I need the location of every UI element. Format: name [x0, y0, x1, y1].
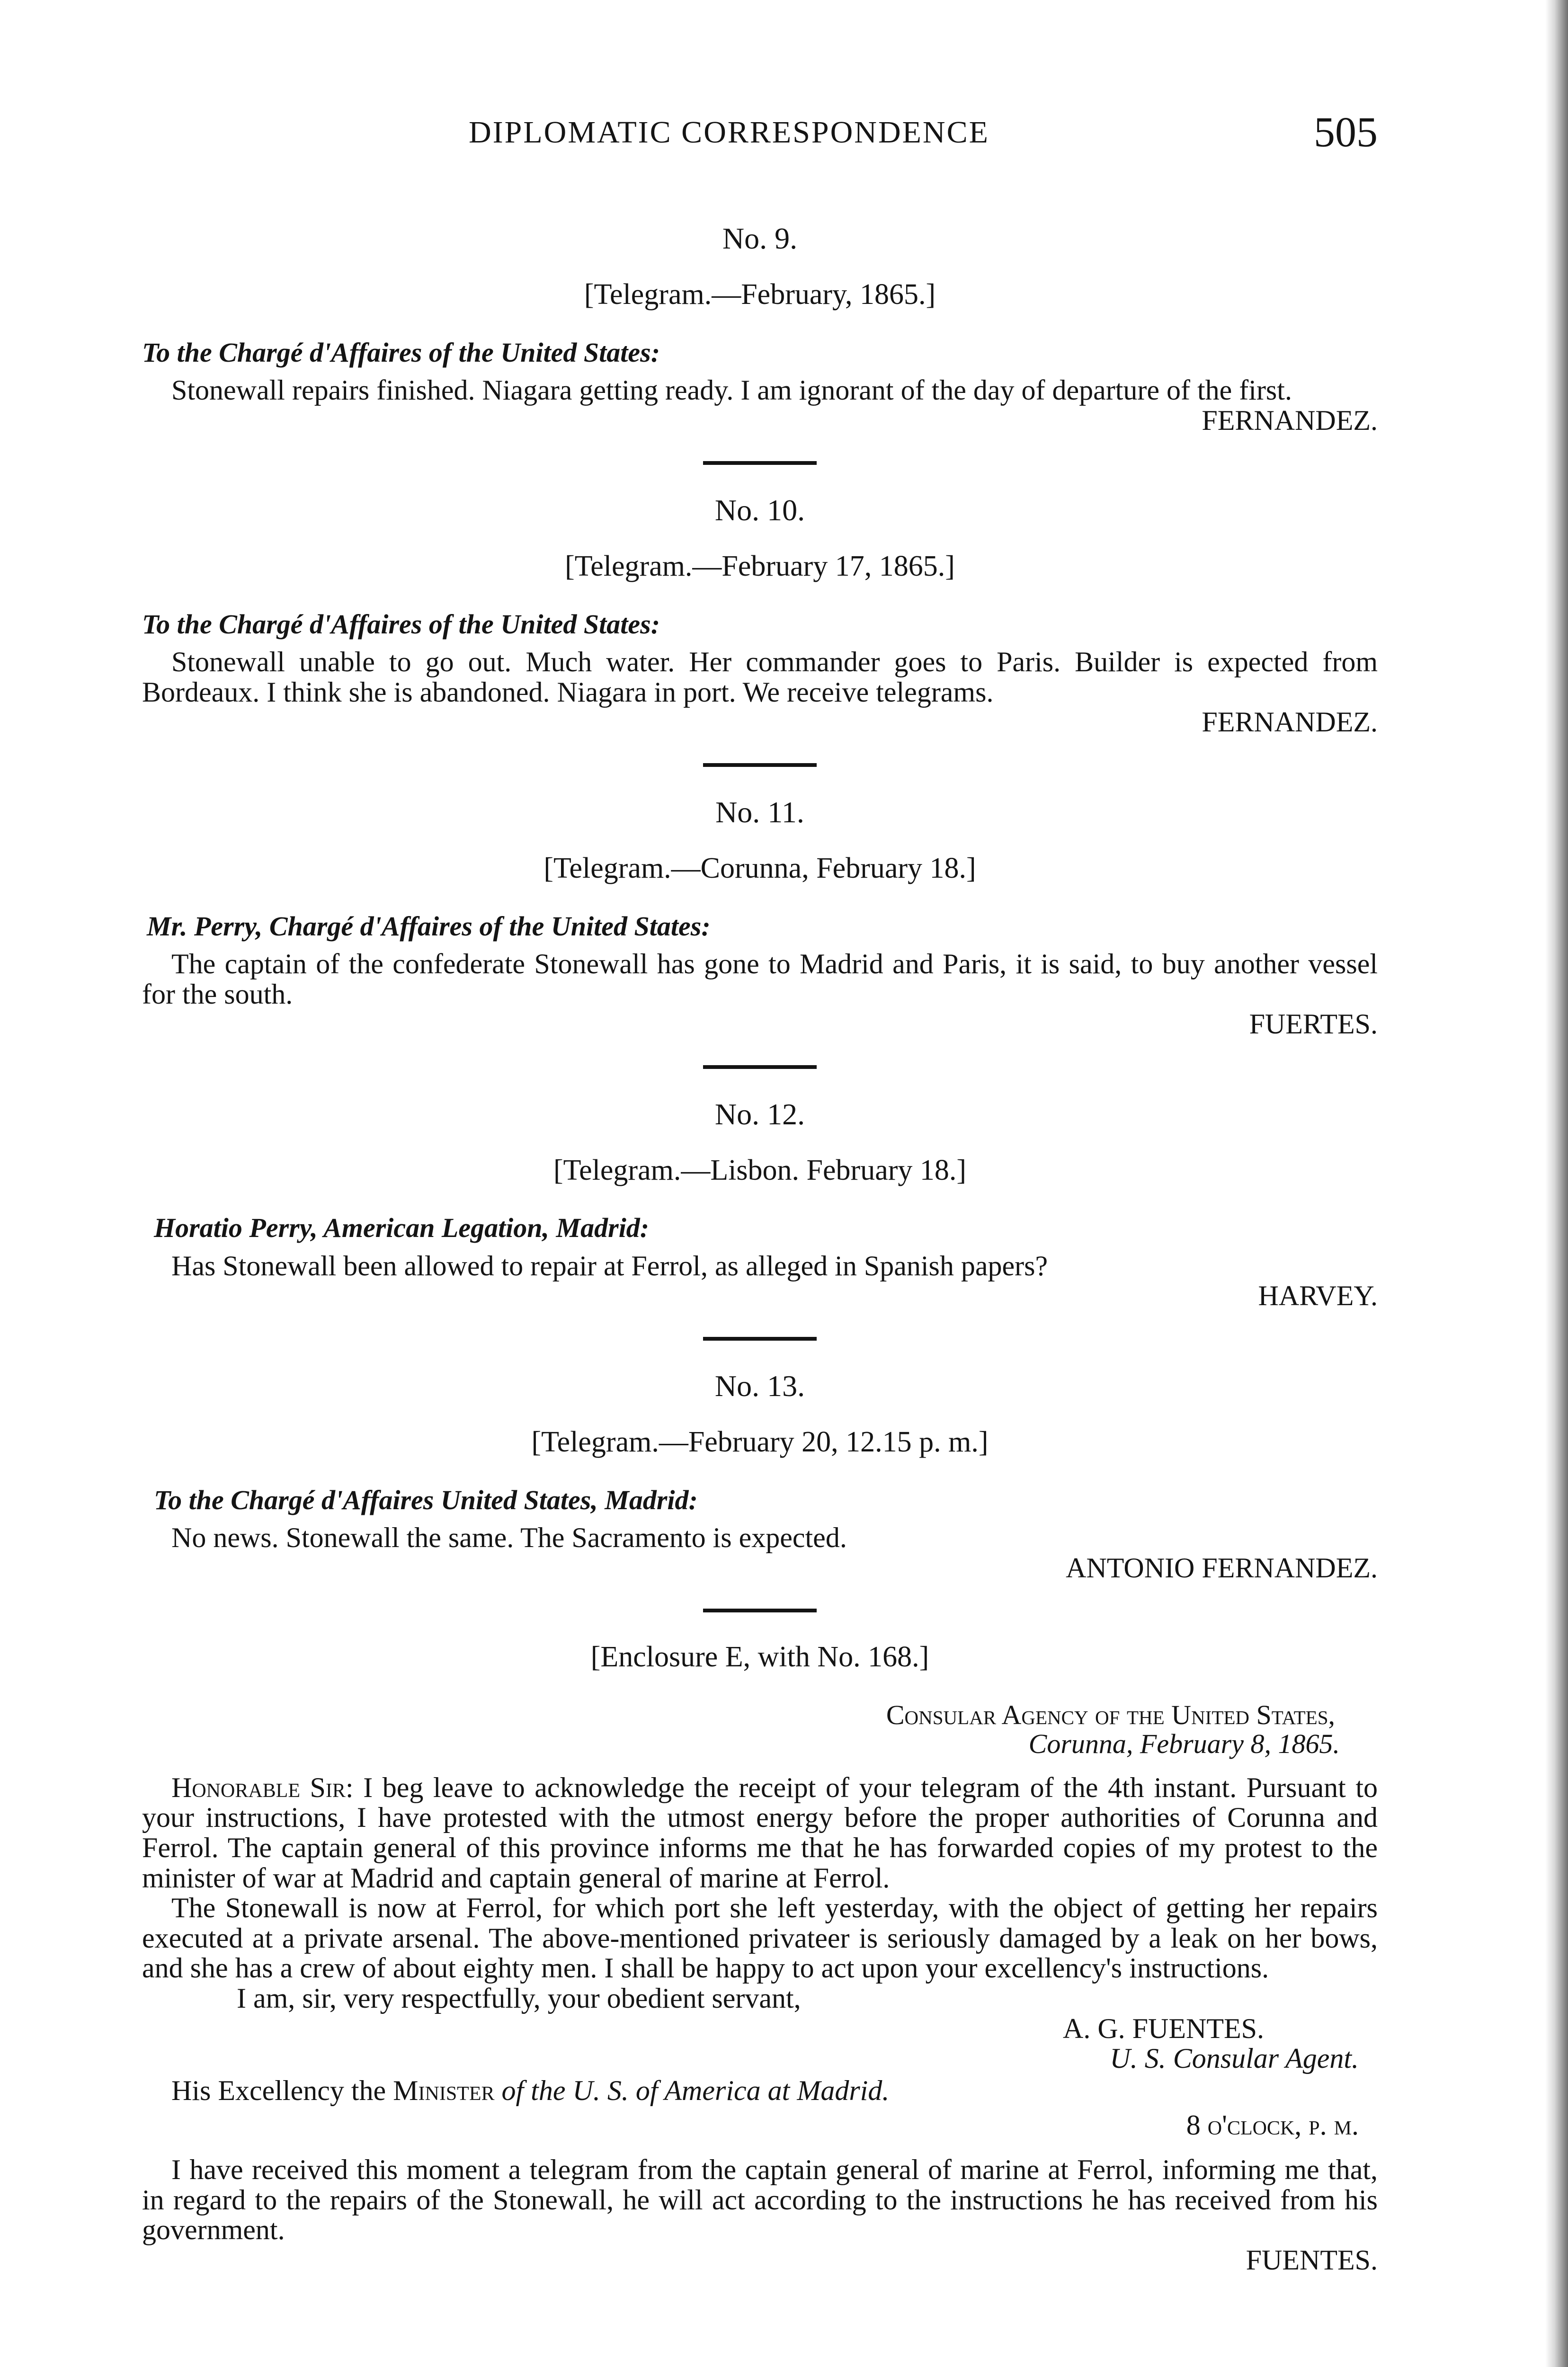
telegram-body: Stonewall repairs finished. Niagara getting ready. I am ignorant of the day of departure of the first.: [171, 374, 1292, 406]
page-body: [142, 222, 1378, 2275]
telegram-number: No. 9.: [722, 222, 798, 255]
telegram-body: No news. Stonewall the same. The Sacramento is expected.: [171, 1522, 847, 1554]
consular-agency-heading: Consular Agency of the United States,: [886, 1699, 1335, 1730]
letter-paragraph: [142, 1773, 1378, 1893]
letter-dateline: Corunna, February 8, 1865.: [1028, 1728, 1340, 1760]
section-rule: [703, 1065, 817, 1069]
telegram-number: No. 11.: [715, 795, 804, 829]
postscript-paragraph: I have received this moment a telegram from the captain general of marine at Ferrol, informing me that, in regard to the repairs of the Stonewall, he will act according to the instructions he has received from his government.: [142, 2153, 1378, 2246]
page-edge-shadow: [1545, 0, 1568, 2367]
letter-salutation: Honorable Sir:: [171, 1771, 354, 1803]
telegram-addressee: To the Chargé d'Affaires United States, Madrid:: [154, 1484, 698, 1515]
telegram-number: No. 12.: [714, 1097, 805, 1131]
telegram-dateline: [Telegram.—Lisbon. February 18.]: [553, 1154, 967, 1186]
recipient-suffix: of the U. S. of America at Madrid.: [501, 2074, 890, 2106]
letter-closing: I am, sir, very respectfully, your obedient servant,: [237, 1983, 801, 2014]
telegram-addressee: Horatio Perry, American Legation, Madrid:: [154, 1212, 650, 1244]
telegram-body: Stonewall unable to go out. Much water. Her commander goes to Paris. Builder is expected from Bordeaux. I think she is abandoned. Niagara in port. We receive telegrams.: [142, 646, 1378, 708]
recipient-prefix: His Excellency the: [171, 2074, 386, 2106]
telegram-signature: FERNANDEZ.: [1202, 404, 1378, 436]
telegram-signature: ANTONIO FERNANDEZ.: [1066, 1552, 1378, 1584]
section-rule: [703, 1609, 817, 1612]
telegram-no-12: [142, 1098, 1378, 1311]
telegram-body: The captain of the confederate Stonewall has gone to Madrid and Paris, it is said, to buy another vessel for the south.: [142, 948, 1378, 1010]
postscript-signature: FUENTES.: [1246, 2244, 1378, 2276]
telegram-addressee: To the Chargé d'Affaires of the United States:: [142, 337, 660, 368]
telegram-dateline: [Telegram.—February 20, 12.15 p. m.]: [531, 1425, 989, 1458]
telegram-dateline: [Telegram.—February 17, 1865.]: [565, 550, 955, 583]
telegram-no-13: [142, 1370, 1378, 1583]
letter-signer-title: U. S. Consular Agent.: [1110, 2043, 1359, 2074]
telegram-addressee: To the Chargé d'Affaires of the United States:: [142, 608, 660, 640]
section-rule: [703, 461, 817, 465]
telegram-signature: FUERTES.: [1249, 1008, 1378, 1040]
telegram-dateline: [Telegram.—February, 1865.]: [584, 278, 936, 311]
postscript-time: 8 o'clock, p. m.: [1186, 2109, 1359, 2141]
page-number: 505: [1314, 109, 1378, 156]
telegram-number: No. 10.: [714, 493, 805, 527]
telegram-addressee: Mr. Perry, Chargé d'Affaires of the United States:: [147, 910, 711, 942]
enclosure-e: [142, 1642, 1378, 2275]
telegram-body: Has Stonewall been allowed to repair at Ferrol, as alleged in Spanish papers?: [171, 1250, 1048, 1281]
section-rule: [703, 763, 817, 767]
page-header: [142, 108, 1378, 165]
letter-paragraph-text: I beg leave to acknowledge the receipt of your telegram of the 4th instant. Pursuant to your instructions, I have protested with the utmost energy before the proper authorities of Corunna and Ferrol. The captain general of this province informs me that he has forwarded copies of my protest to the minister of war at Madrid and captain general of marine at Ferrol.: [142, 1771, 1378, 1894]
telegram-signature: FERNANDEZ.: [1202, 706, 1378, 738]
telegram-number: No. 13.: [714, 1369, 805, 1403]
telegram-signature: HARVEY.: [1258, 1280, 1378, 1312]
letter-paragraph: The Stonewall is now at Ferrol, for which port she left yesterday, with the object of getting her repairs executed at a private arsenal. The above-mentioned privateer is seriously damaged by a leak on her bows, and she has a crew of about eighty men. I shall be happy to act upon your excellency's instructions.: [142, 1892, 1378, 1984]
telegram-no-9: [142, 222, 1378, 436]
enclosure-heading: [Enclosure E, with No. 168.]: [590, 1641, 929, 1673]
letter-signer: A. G. FUENTES.: [1062, 2012, 1264, 2044]
telegram-no-11: [142, 796, 1378, 1040]
running-head: DIPLOMATIC CORRESPONDENCE: [469, 115, 989, 150]
telegram-dateline: [Telegram.—Corunna, February 18.]: [543, 852, 976, 884]
section-rule: [703, 1337, 817, 1341]
recipient-title: Minister: [393, 2074, 495, 2106]
letter-recipient: [142, 2076, 1378, 2106]
telegram-no-10: [142, 494, 1378, 738]
